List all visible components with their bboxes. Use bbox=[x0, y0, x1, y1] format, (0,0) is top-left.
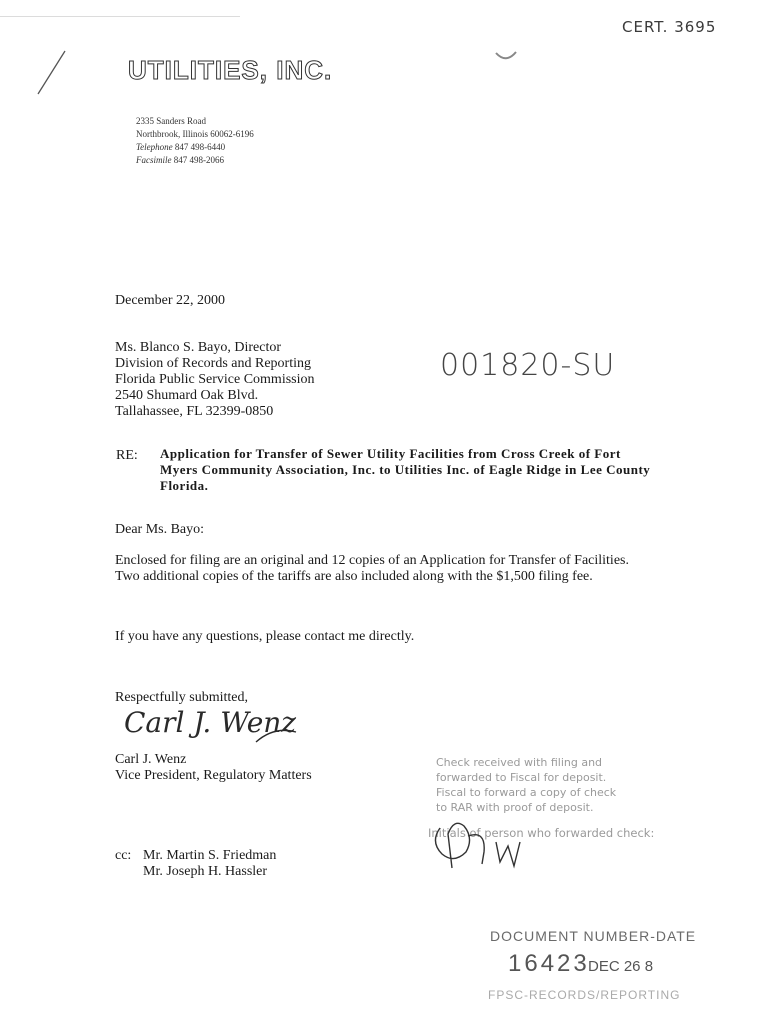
company-logo: UTILITIES, INC. bbox=[128, 55, 333, 85]
initials-scribble bbox=[424, 812, 534, 874]
address-telephone: Telephone 847 498-6440 bbox=[136, 142, 226, 152]
top-scan-line bbox=[0, 16, 240, 17]
re-subject: Application for Transfer of Sewer Utility Facilities from Cross Creek of Fort Myers Community Association, Inc. to Utilities Inc. of Eagle Ridge in Lee County Florida. bbox=[160, 446, 651, 493]
small-curve-mark bbox=[494, 50, 518, 64]
recipient-line: 2540 Shumard Oak Blvd. bbox=[115, 388, 259, 403]
cc-label: cc: bbox=[115, 848, 132, 863]
stamp-line: Fiscal to forward a copy of check bbox=[436, 786, 617, 799]
body-paragraph-2: If you have any questions, please contact me directly. bbox=[115, 629, 415, 644]
letter-date: December 22, 2000 bbox=[115, 293, 226, 308]
cc-recipient: Mr. Joseph H. Hassler bbox=[143, 864, 268, 879]
recipient-line: Division of Records and Reporting bbox=[115, 356, 311, 371]
cc-list bbox=[143, 848, 276, 880]
document-stamp-footer: FPSC-RECORDS/REPORTING bbox=[488, 988, 681, 1002]
signer-name: Carl J. Wenz bbox=[115, 752, 187, 767]
signature-flourish bbox=[252, 712, 302, 748]
company-address bbox=[136, 115, 254, 167]
document-number: 16423 bbox=[508, 950, 590, 977]
recipient-address bbox=[115, 340, 315, 420]
stamp-initials-line: Initials of person who forwarded check: bbox=[428, 826, 655, 840]
signer-title: Vice President, Regulatory Matters bbox=[115, 768, 312, 783]
document-number-header: DOCUMENT NUMBER-DATE bbox=[490, 928, 697, 944]
recipient-line: Florida Public Service Commission bbox=[115, 372, 315, 387]
recipient-line: Tallahassee, FL 32399-0850 bbox=[115, 404, 274, 419]
address-street: 2335 Sanders Road bbox=[136, 116, 206, 126]
check-received-stamp bbox=[436, 755, 666, 815]
address-facsimile: Facsimile 847 498-2066 bbox=[136, 155, 224, 165]
salutation: Dear Ms. Bayo: bbox=[115, 522, 205, 537]
address-city: Northbrook, Illinois 60062-6196 bbox=[136, 129, 254, 139]
docket-number-handwritten: 001820-SU bbox=[440, 348, 616, 383]
stamp-line: forwarded to Fiscal for deposit. bbox=[436, 771, 607, 784]
stamp-line: Check received with filing and bbox=[436, 756, 603, 769]
stamp-line: to RAR with proof of deposit. bbox=[436, 801, 594, 814]
cert-number-handwritten: CERT. 3695 bbox=[622, 18, 717, 36]
re-label: RE: bbox=[116, 448, 138, 463]
pen-stroke-mark bbox=[30, 48, 70, 98]
document-date: DEC 26 8 bbox=[588, 958, 654, 975]
cc-recipient: Mr. Martin S. Friedman bbox=[143, 848, 277, 863]
body-paragraph-1: Enclosed for filing are an original and 12 copies of an Application for Transfer of Facilities. Two additional copies of the tariffs are also included along with the $1,500 filing fee. bbox=[115, 553, 629, 584]
closing: Respectfully submitted, bbox=[115, 690, 248, 705]
signature: Carl J. Wenz bbox=[124, 706, 297, 739]
recipient-line: Ms. Blanco S. Bayo, Director bbox=[115, 340, 282, 355]
